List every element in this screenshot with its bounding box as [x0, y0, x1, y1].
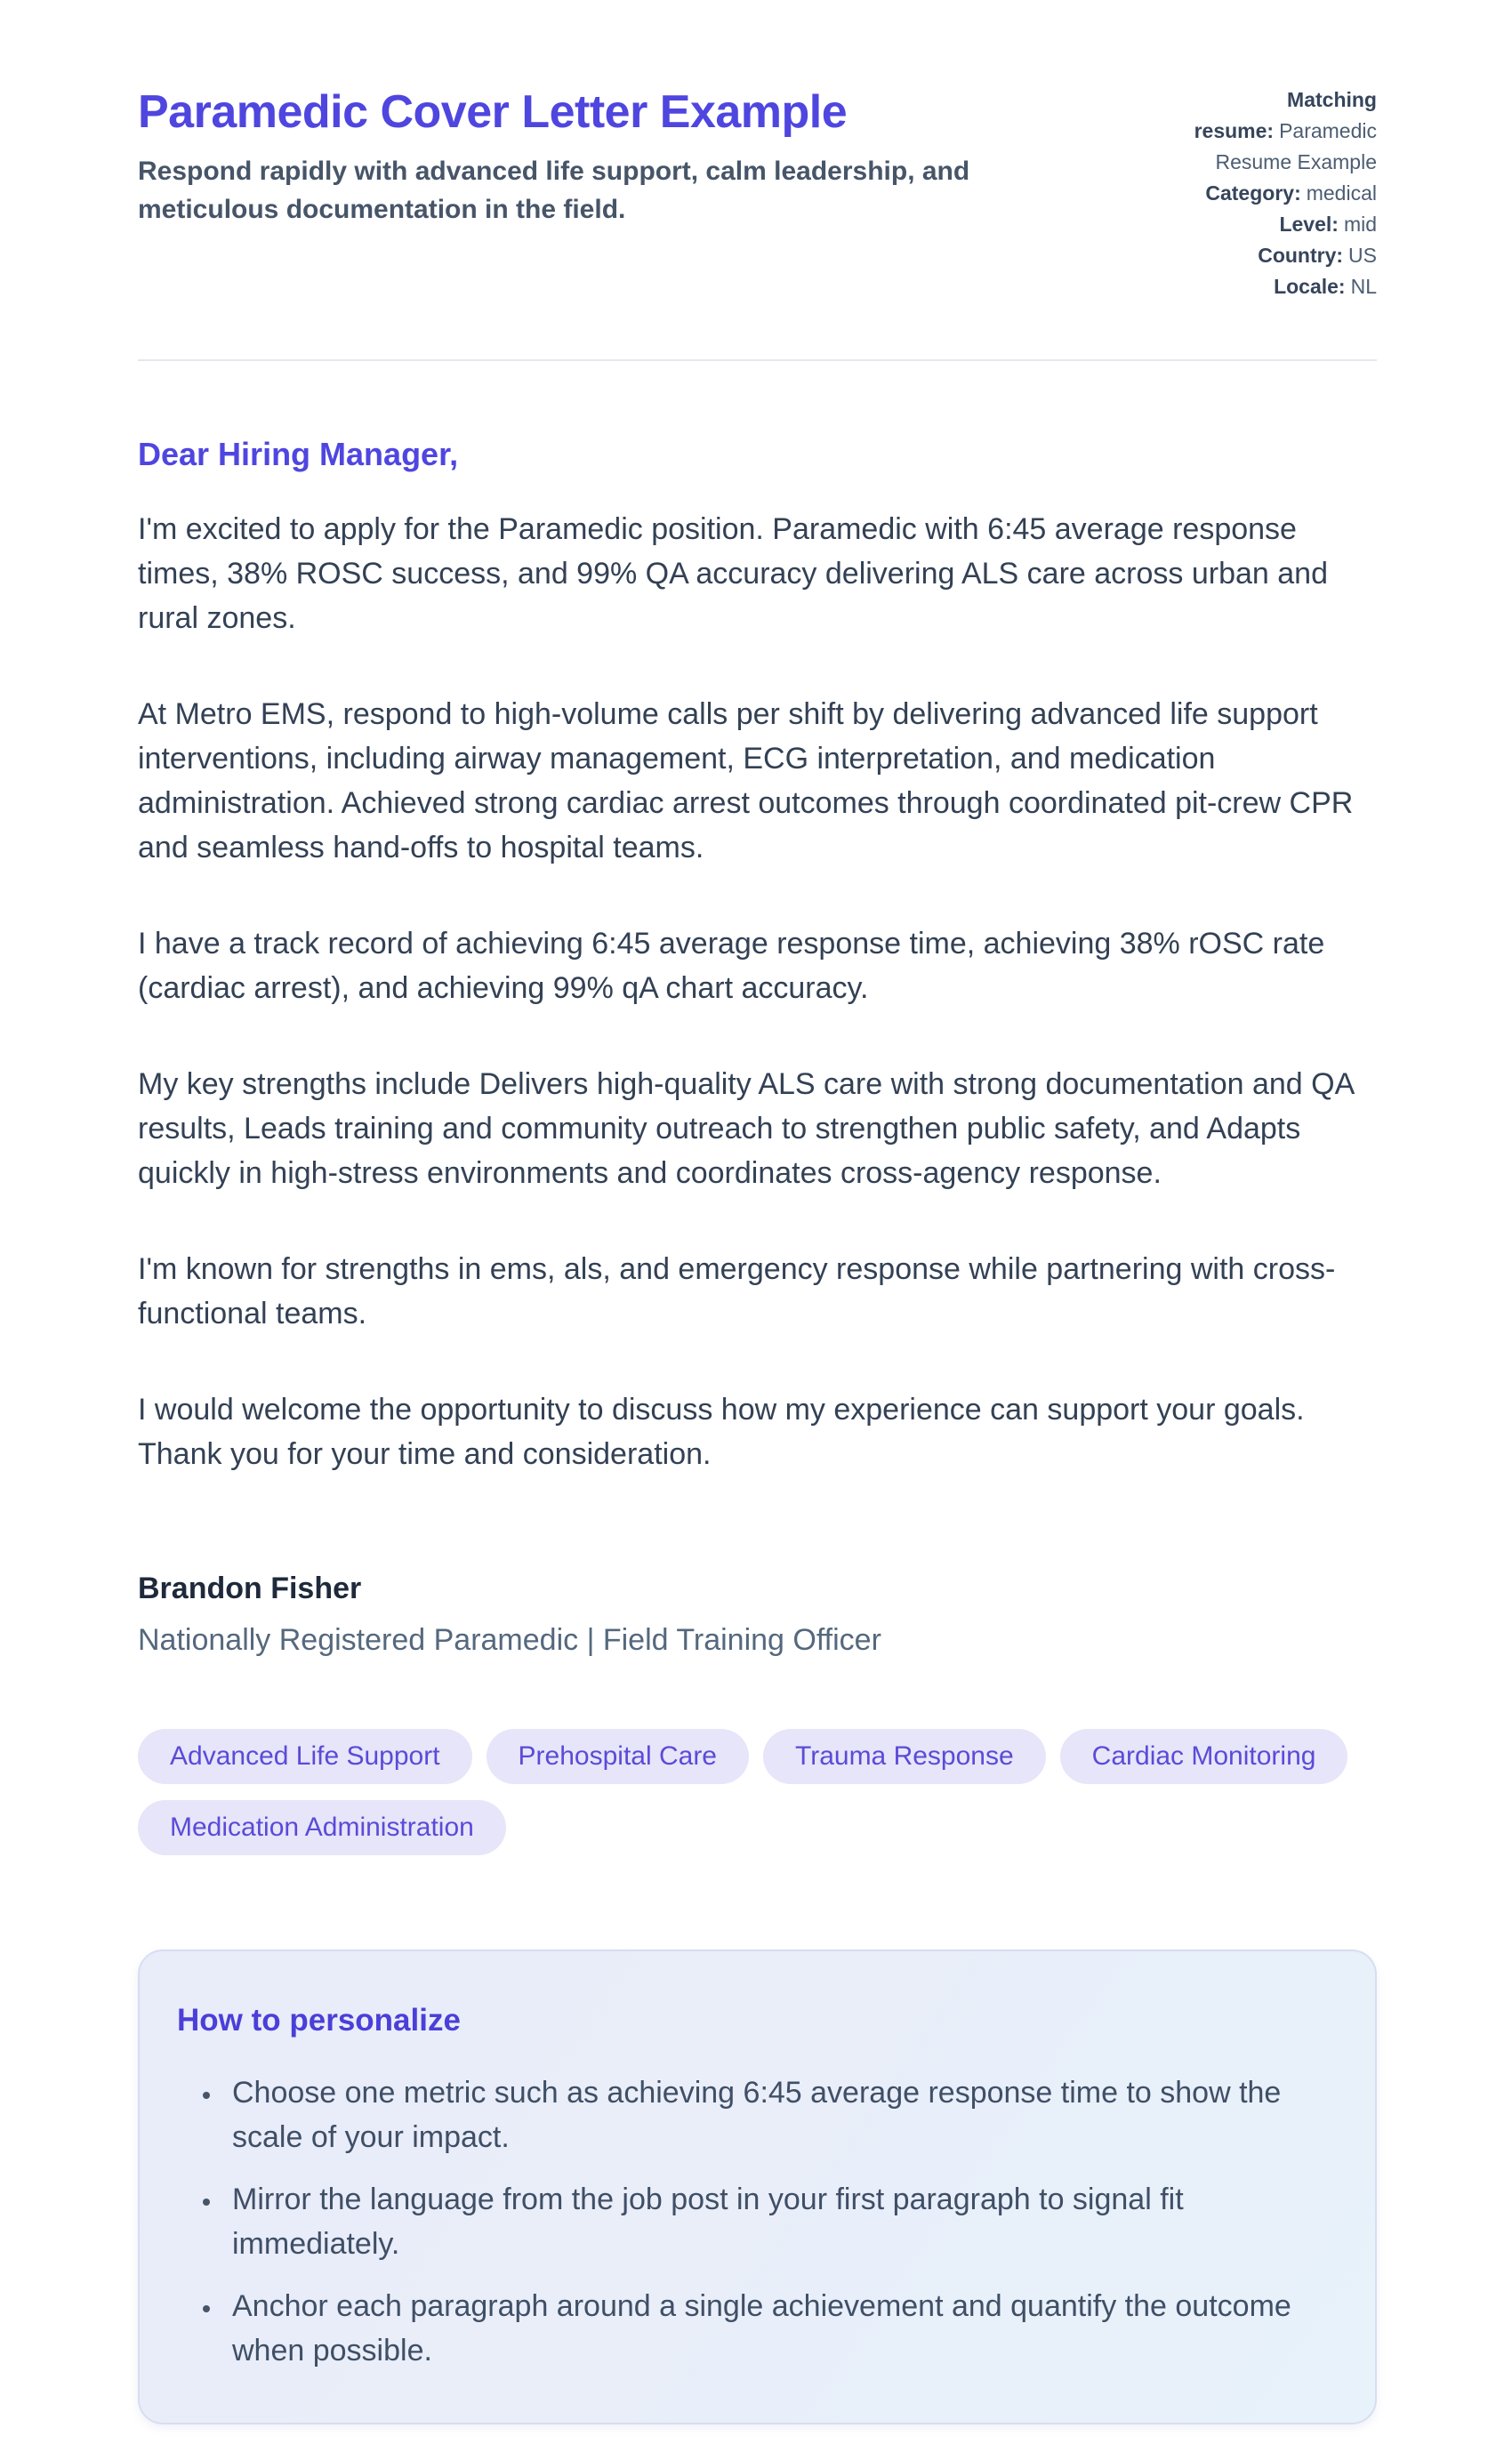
meta-row-locale	[1147, 271, 1377, 302]
personalize-item: • Choose one metric such as achieving 6:45 average response time to show the scale of your impact.	[223, 2070, 1317, 2159]
letter-paragraph: I would welcome the opportunity to discuss how my experience can support your goals. Thank you for your time and consideration.	[138, 1393, 1305, 1471]
letter-paragraph: I'm excited to apply for the Paramedic position. Paramedic with 6:45 average response times, 38% ROSC success, and 99% QA accuracy delivering ALS care across urban and rural zones.	[138, 512, 1328, 635]
personalize-item: • Mirror the language from the job post in your first paragraph to signal fit immediately.	[223, 2177, 1317, 2266]
meta-value: NL	[1350, 275, 1377, 298]
meta-label: Level:	[1279, 213, 1339, 236]
signature-name: Brandon Fisher	[138, 1572, 362, 1605]
meta-label: Country:	[1258, 244, 1344, 267]
skill-tag: Prehospital Care	[487, 1729, 749, 1784]
signature-title: Nationally Registered Paramedic | Field Training Officer	[138, 1623, 881, 1657]
letter-paragraph: I'm known for strengths in ems, als, and emergency response while partnering with cross-functional teams.	[138, 1252, 1336, 1331]
meta-row-category	[1147, 178, 1377, 209]
letter-greeting: Dear Hiring Manager,	[138, 436, 459, 472]
meta-value: US	[1348, 244, 1377, 267]
header-title-block	[138, 84, 1045, 229]
page-header	[138, 84, 1377, 302]
page-title: Paramedic Cover Letter Example	[138, 86, 848, 138]
meta-block	[1147, 84, 1377, 302]
meta-value: Paramedic Resume Example	[1215, 119, 1377, 173]
letter-paragraph: My key strengths include Delivers high-quality ALS care with strong documentation and QA results, Leads training and community outreach to strengthen public safety, and Adapts quickly in high-stress environments and coordinates cross-agency response.	[138, 1067, 1354, 1190]
meta-value: medical	[1306, 181, 1377, 205]
meta-label: Locale:	[1274, 275, 1346, 298]
meta-label: Category:	[1205, 181, 1301, 205]
meta-value: mid	[1343, 213, 1377, 236]
meta-row-level	[1147, 209, 1377, 240]
letter-paragraph: I have a track record of achieving 6:45 average response time, achieving 38% rOSC rate (cardiac arrest), and achieving 99% qA chart accuracy.	[138, 927, 1325, 1005]
meta-row-matching-resume	[1147, 84, 1377, 178]
page-subtitle: Respond rapidly with advanced life support, calm leadership, and meticulous documentation in the field.	[138, 157, 970, 224]
skill-tag-list	[138, 1729, 1377, 1855]
letter-paragraph: At Metro EMS, respond to high-volume calls per shift by delivering advanced life support interventions, including airway management, ECG interpretation, and medication administration. Achieved strong cardiac arrest outcomes through coordinated pit-crew CPR and seamless hand-offs to hospital teams.	[138, 697, 1354, 864]
header-divider	[138, 359, 1377, 361]
personalize-list	[177, 2070, 1334, 2373]
skill-tag: Advanced Life Support	[138, 1729, 472, 1784]
meta-label: Matching resume:	[1194, 88, 1377, 142]
meta-row-country	[1147, 240, 1377, 271]
personalize-item: • Anchor each paragraph around a single achievement and quantify the outcome when possible.	[223, 2284, 1317, 2373]
skill-tag: Trauma Response	[763, 1729, 1046, 1784]
skill-tag: Medication Administration	[138, 1800, 506, 1855]
personalize-card	[138, 1950, 1377, 2424]
skill-tag: Cardiac Monitoring	[1060, 1729, 1348, 1784]
personalize-heading: How to personalize	[177, 2003, 461, 2038]
